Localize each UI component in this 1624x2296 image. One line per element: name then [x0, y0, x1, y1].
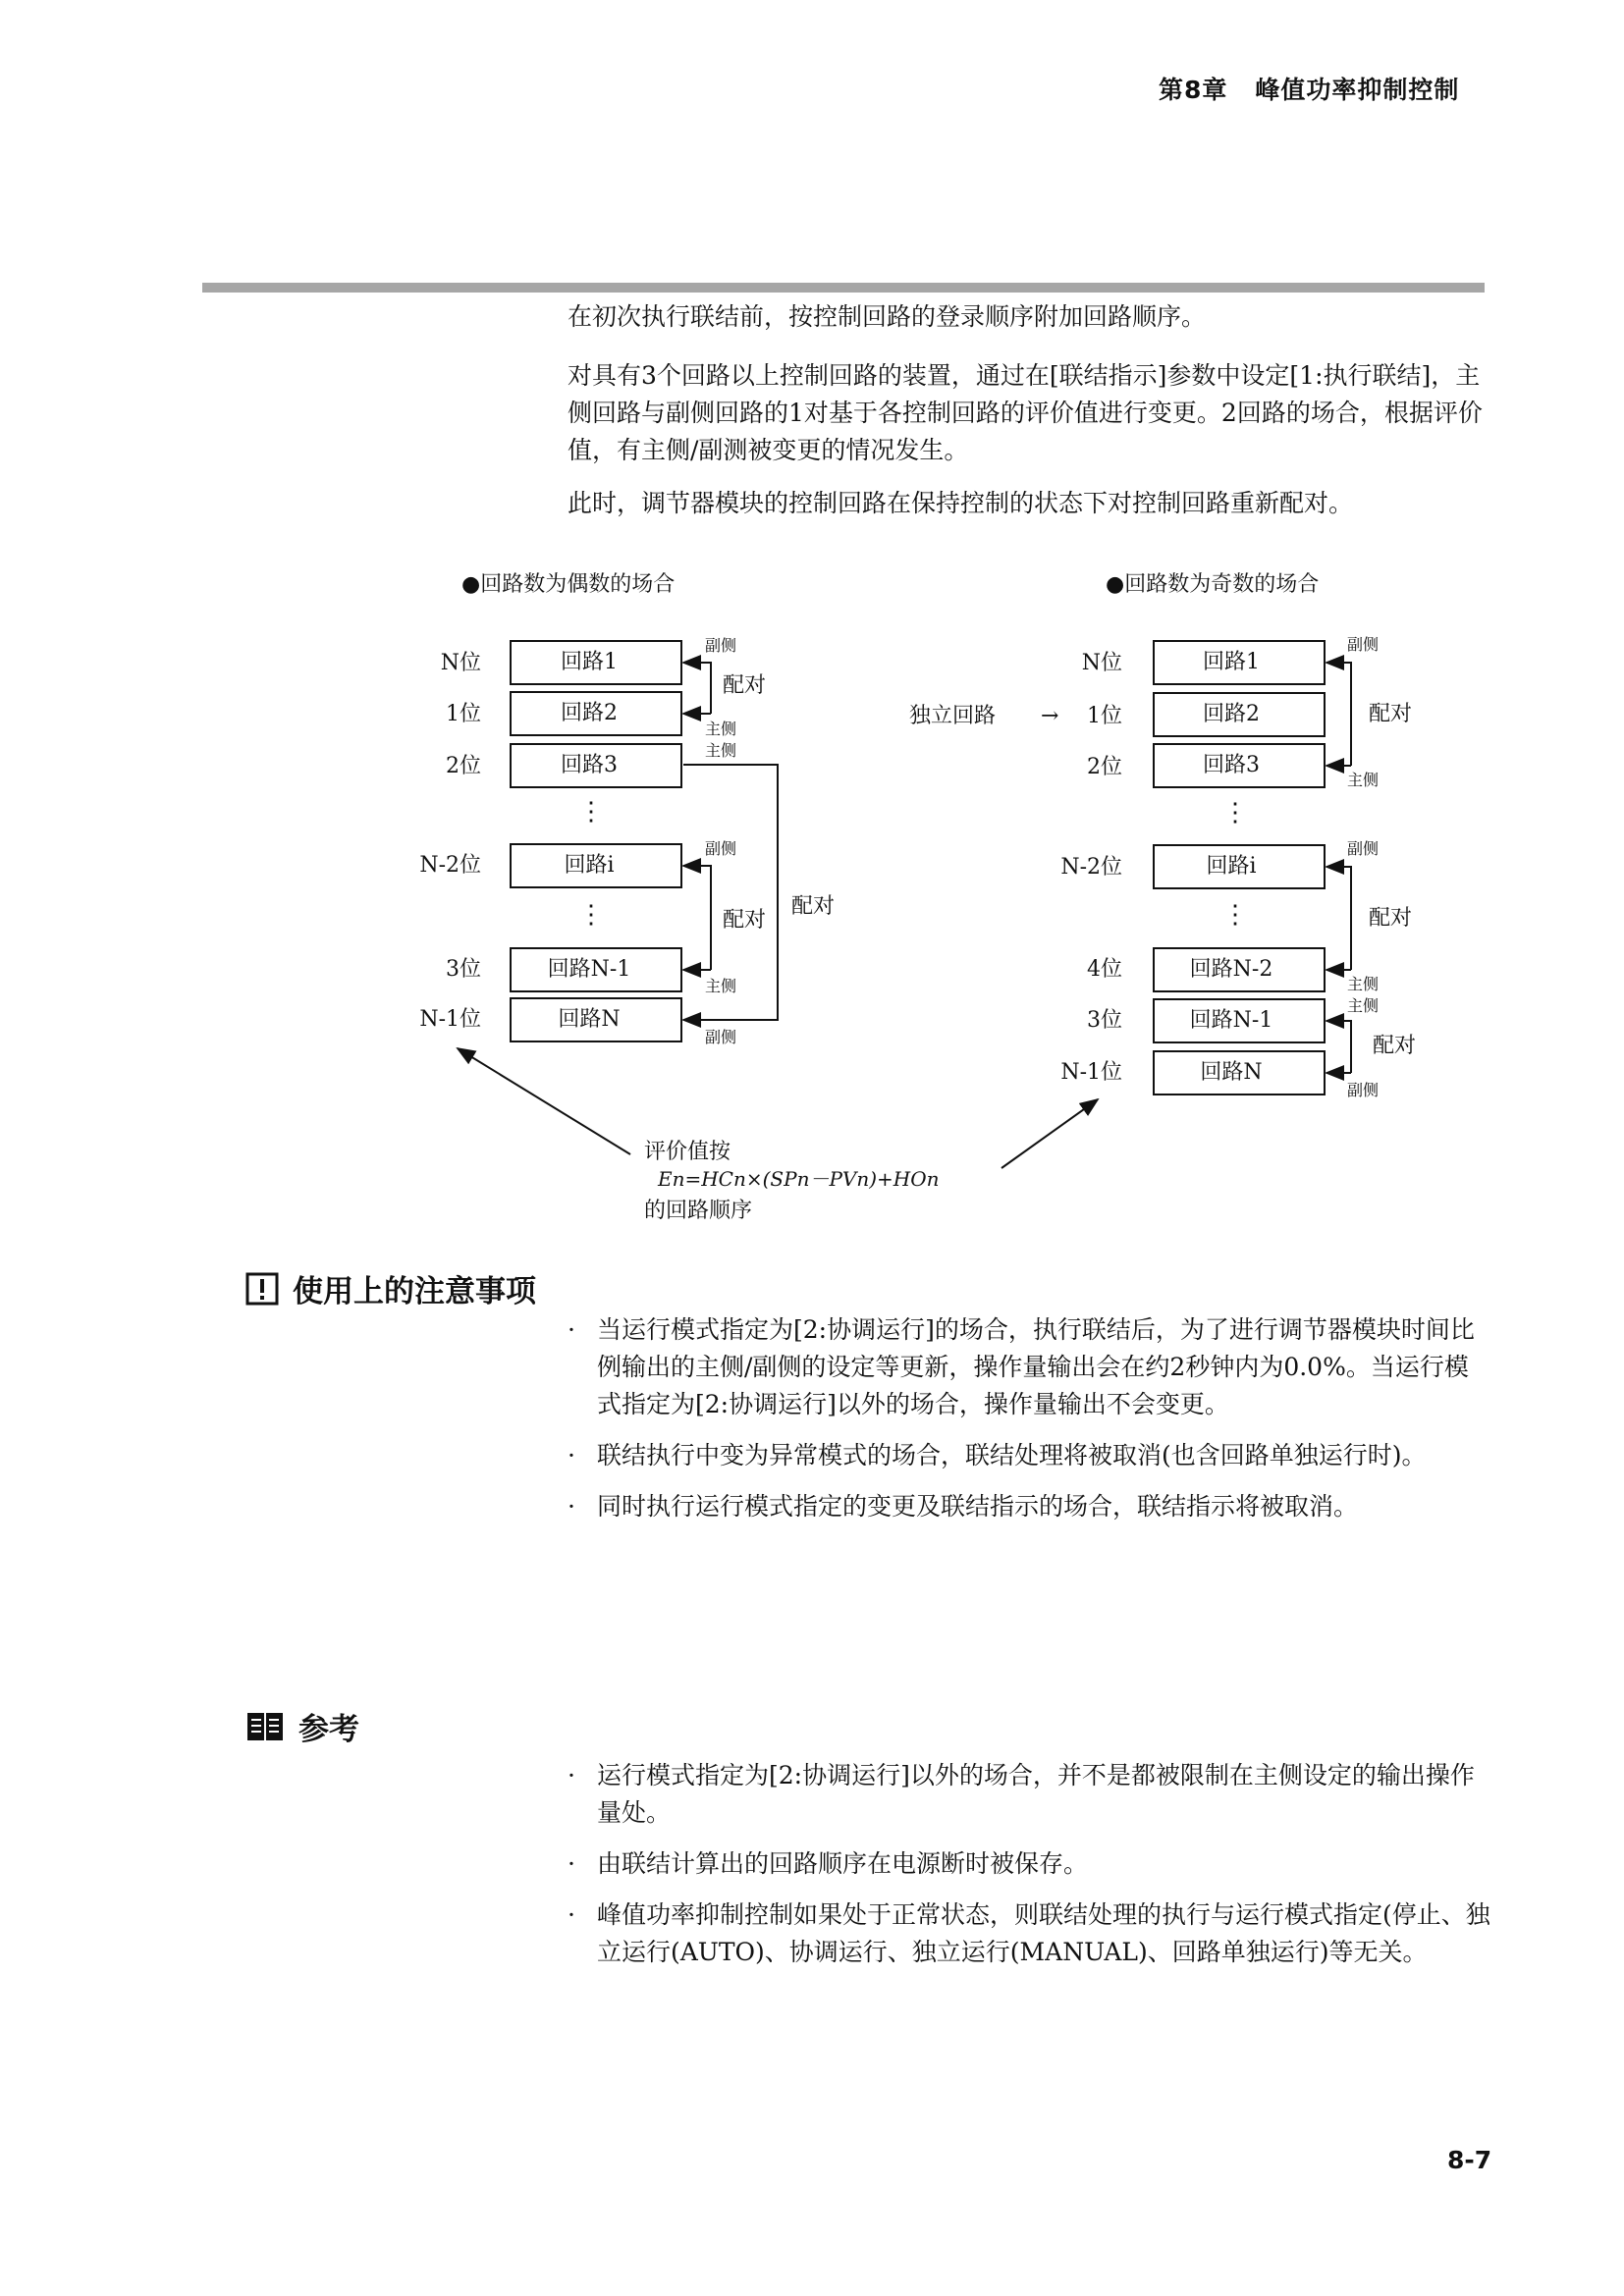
right-ellipsis-2: ⋮: [1222, 900, 1248, 930]
formula-arrow-right: [1001, 1099, 1098, 1168]
reference-list: [568, 1757, 1492, 1985]
right-rank-3: 2位: [1087, 755, 1122, 779]
caution-title-text: 使用上的注意事项: [293, 1274, 536, 1309]
right-box-label-5: 回路N-2: [1189, 957, 1273, 982]
list-item: · 联结执行中变为异常模式的场合，联结处理将被取消(也含回路单独运行时)。: [568, 1441, 1427, 1469]
left-box-label-2: 回路2: [561, 701, 618, 725]
right-diagram-title: ●回路数为奇数的场合: [1106, 572, 1320, 597]
formula-arrow-left: [458, 1048, 630, 1154]
right-pair-label-2: 配对: [1369, 906, 1413, 931]
right-pair-connector-3: [1326, 1021, 1351, 1073]
left-rank-6: N-1位: [419, 1007, 481, 1032]
left-side-label-6: 副侧: [705, 1028, 737, 1046]
right-ellipsis-1: ⋮: [1222, 798, 1248, 828]
left-box-label-6: 回路N: [558, 1007, 621, 1032]
right-side-label-5: 主侧: [1347, 996, 1380, 1015]
list-item: · 当运行模式指定为[2:协调运行]的场合，执行联结后，为了进行调节器模块时间比例输出的主侧/副侧的设定等更新，操作量输出会在约2秒钟内为0.0%。当运行模式指定为[2:协调运行]以外的场合，操作量输出不会变更。: [568, 1315, 1475, 1418]
left-rank-5: 3位: [446, 957, 481, 982]
left-side-label-1: 副侧: [705, 636, 737, 655]
left-pair-connector-1: [683, 663, 711, 714]
right-pair-connector-1: [1326, 663, 1351, 766]
list-item: · 运行模式指定为[2:协调运行]以外的场合，并不是都被限制在主侧设定的输出操作量处。: [568, 1761, 1475, 1827]
right-box-label-4: 回路i: [1206, 854, 1257, 879]
left-diagram-title: ●回路数为偶数的场合: [461, 572, 676, 597]
reference-title-text: 参考: [298, 1712, 359, 1747]
right-rank-5: 4位: [1087, 957, 1122, 982]
page-number: 8-7: [1447, 2146, 1492, 2174]
exclamation-box-icon: [245, 1272, 279, 1306]
list-item: · 同时执行运行模式指定的变更及联结指示的场合，联结指示将被取消。: [568, 1492, 1359, 1521]
left-side-label-2: 主侧: [705, 720, 737, 738]
right-box-label-2: 回路2: [1203, 702, 1260, 726]
intro-paragraph-3: 此时，调节器模块的控制回路在保持控制的状态下对控制回路重新配对。: [568, 489, 1354, 517]
right-rank-7: N-1位: [1060, 1060, 1122, 1085]
intro-paragraph-2: 对具有3个回路以上控制回路的装置，通过在[联结指示]参数中设定[1:执行联结]，主侧回路与副侧回路的1对基于各控制回路的评价值进行变更。2回路的场合，根据评价值，有主侧/副测被变更的情况发生。: [568, 361, 1483, 464]
right-pair-label-1: 配对: [1369, 702, 1413, 726]
right-box-label-1: 回路1: [1203, 650, 1260, 674]
book-icon: [245, 1710, 285, 1743]
left-box-label-1: 回路1: [561, 650, 618, 674]
left-pair-label-outer: 配对: [791, 894, 836, 919]
intro-paragraph-1: 在初次执行联结前，按控制回路的登录顺序附加回路顺序。: [568, 302, 1207, 331]
right-pair-label-3: 配对: [1373, 1034, 1417, 1058]
formula-line-1: 评价值按: [644, 1140, 731, 1164]
right-side-label-6: 副侧: [1347, 1081, 1380, 1099]
left-rank-1: N位: [440, 651, 481, 675]
left-rank-3: 2位: [446, 754, 481, 778]
left-box-label-5: 回路N-1: [547, 957, 631, 982]
left-ellipsis-2: ⋮: [578, 900, 604, 930]
formula-line-3: 的回路顺序: [644, 1199, 753, 1223]
left-box-label-4: 回路i: [564, 853, 615, 878]
reference-section-title: [245, 1704, 359, 1748]
chapter-title: 峰值功率抑制控制: [1255, 76, 1460, 104]
left-side-label-5: 主侧: [705, 977, 737, 995]
formula-line-2: En=HCn×(SPn－PVn)+HOn: [658, 1167, 940, 1191]
independent-loop-label: 独立回路: [909, 704, 997, 728]
list-item: · 由联结计算出的回路顺序在电源断时被保存。: [568, 1849, 1089, 1878]
right-box-label-3: 回路3: [1203, 753, 1260, 777]
independent-loop-arrow: →: [1041, 704, 1059, 728]
left-rank-2: 1位: [446, 702, 481, 726]
right-rank-1: N位: [1081, 651, 1122, 675]
right-side-label-4: 主侧: [1347, 975, 1380, 993]
left-box-label-3: 回路3: [561, 753, 618, 777]
right-rank-4: N-2位: [1060, 855, 1122, 880]
chapter-number: 第8章: [1159, 76, 1228, 104]
left-pair-connector-2: [683, 866, 711, 970]
caution-list: [568, 1311, 1492, 1539]
left-pair-label-1: 配对: [723, 673, 767, 698]
right-box-label-6: 回路N-1: [1189, 1008, 1273, 1033]
right-pair-connector-2: [1326, 867, 1351, 970]
left-ellipsis-1: ⋮: [578, 797, 604, 827]
caution-section-title: [245, 1266, 536, 1310]
right-side-label-1: 副侧: [1347, 635, 1380, 654]
left-side-label-4: 副侧: [705, 839, 737, 858]
left-rank-4: N-2位: [419, 853, 481, 878]
list-item: · 峰值功率抑制控制如果处于正常状态，则联结处理的执行与运行模式指定(停止、独立运行(AUTO)、协调运行、独立运行(MANUAL)、回路单独运行)等无关。: [568, 1900, 1490, 1966]
left-side-label-3: 主侧: [705, 741, 737, 760]
right-box-label-7: 回路N: [1200, 1060, 1263, 1085]
right-rank-6: 3位: [1087, 1008, 1122, 1033]
right-rank-2: 1位: [1087, 704, 1122, 728]
right-side-label-2: 主侧: [1347, 771, 1380, 789]
left-pair-label-2: 配对: [723, 908, 767, 933]
right-side-label-3: 副侧: [1347, 839, 1380, 858]
